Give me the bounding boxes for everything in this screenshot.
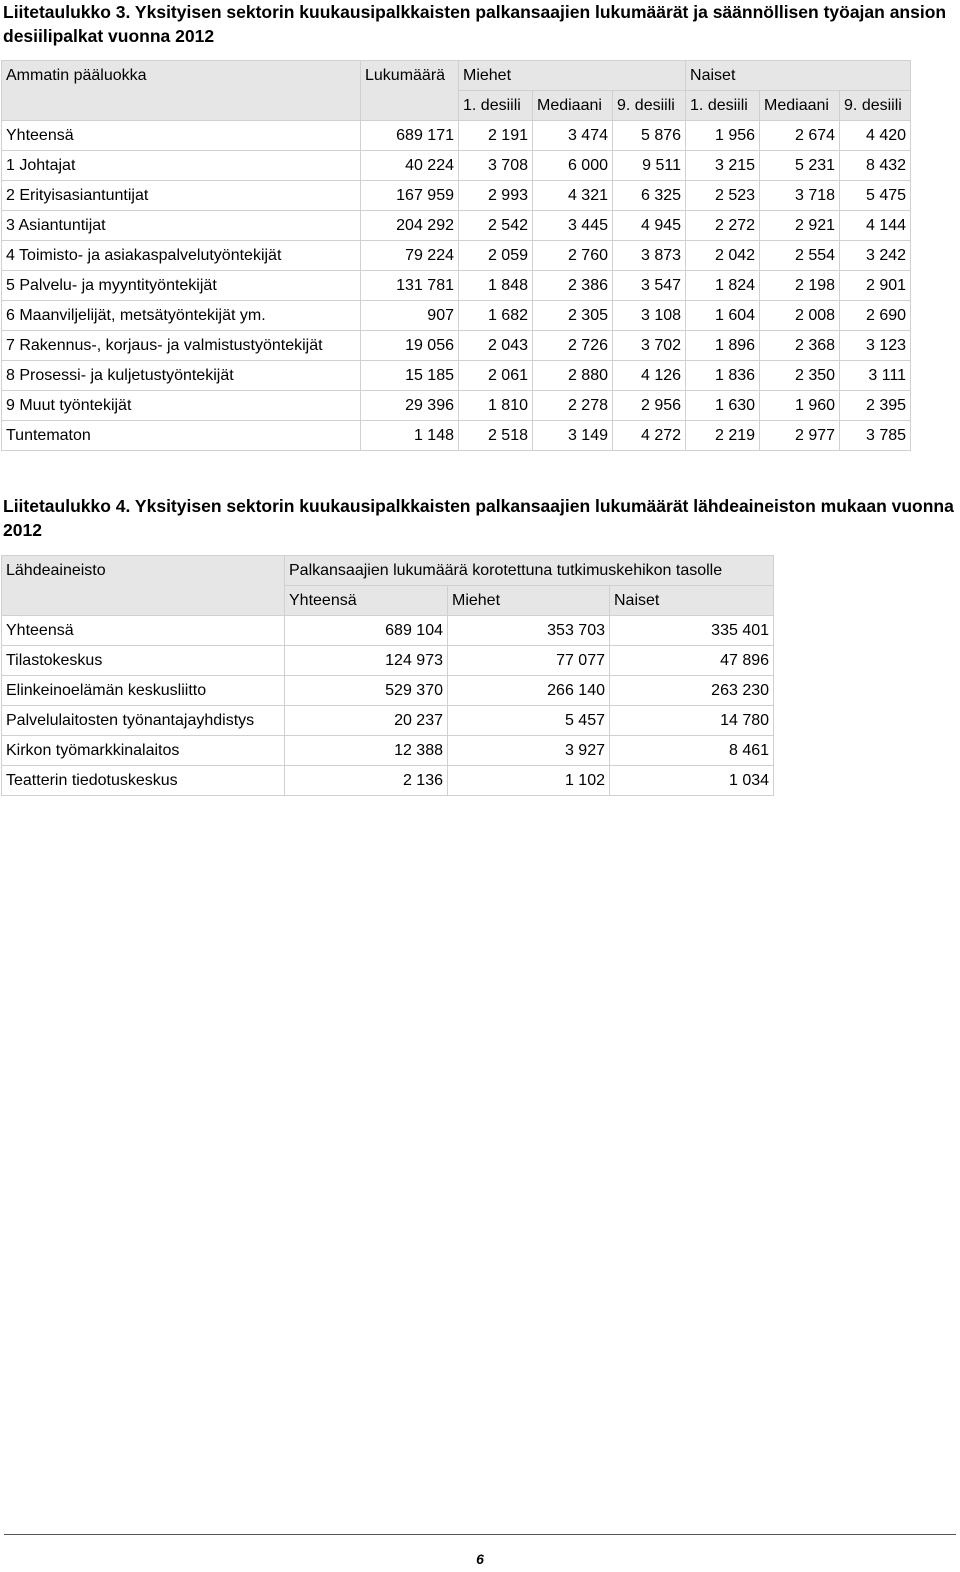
table-cell: 2 136 <box>285 766 448 796</box>
table-cell: 2 219 <box>686 421 760 451</box>
table-cell: 2 043 <box>459 331 533 361</box>
table-row <box>2 616 774 646</box>
table-cell: 167 959 <box>361 181 459 211</box>
table-cell: 2 880 <box>533 361 613 391</box>
column-header-men-d1: 1. desiili <box>459 91 533 121</box>
footer-divider <box>4 1534 956 1535</box>
column-header-category: Ammatin pääluokka <box>2 61 361 121</box>
table-cell: 2 386 <box>533 271 613 301</box>
row-label: 9 Muut työntekijät <box>2 391 361 421</box>
row-label: 3 Asiantuntijat <box>2 211 361 241</box>
table-cell: 2 350 <box>760 361 840 391</box>
table-cell: 689 104 <box>285 616 448 646</box>
table-row <box>2 241 911 271</box>
table-cell: 5 457 <box>448 706 610 736</box>
table-cell: 3 149 <box>533 421 613 451</box>
column-header-women-median: Mediaani <box>760 91 840 121</box>
table-cell: 124 973 <box>285 646 448 676</box>
table-cell: 1 604 <box>686 301 760 331</box>
table-row <box>2 391 911 421</box>
column-header-total: Yhteensä <box>285 586 448 616</box>
table-cell: 3 215 <box>686 151 760 181</box>
table-cell: 1 102 <box>448 766 610 796</box>
table-cell: 47 896 <box>610 646 774 676</box>
table-cell: 1 034 <box>610 766 774 796</box>
column-header-women-d9: 9. desiili <box>840 91 911 121</box>
table-cell: 3 785 <box>840 421 911 451</box>
row-label: Kirkon työmarkkinalaitos <box>2 736 285 766</box>
table-cell: 3 108 <box>613 301 686 331</box>
table-cell: 2 008 <box>760 301 840 331</box>
table-cell: 6 325 <box>613 181 686 211</box>
table-row <box>2 211 911 241</box>
table-cell: 2 977 <box>760 421 840 451</box>
column-header-women-d1: 1. desiili <box>686 91 760 121</box>
table-cell: 8 432 <box>840 151 911 181</box>
table-cell: 2 901 <box>840 271 911 301</box>
row-label: 4 Toimisto- ja asiakaspalvelutyöntekijät <box>2 241 361 271</box>
table-cell: 266 140 <box>448 676 610 706</box>
table-cell: 2 542 <box>459 211 533 241</box>
table-cell: 263 230 <box>610 676 774 706</box>
table-cell: 2 921 <box>760 211 840 241</box>
row-label: 1 Johtajat <box>2 151 361 181</box>
table-row <box>2 151 911 181</box>
table-cell: 5 876 <box>613 121 686 151</box>
column-header-count: Lukumäärä <box>361 61 459 121</box>
table-cell: 2 674 <box>760 121 840 151</box>
table-cell: 1 956 <box>686 121 760 151</box>
table4-header-row <box>2 556 774 586</box>
table-cell: 4 321 <box>533 181 613 211</box>
table3-body <box>2 121 911 451</box>
page-number: 6 <box>476 1551 484 1567</box>
table-row <box>2 181 911 211</box>
table-cell: 1 836 <box>686 361 760 391</box>
table-row <box>2 736 774 766</box>
table-cell: 1 960 <box>760 391 840 421</box>
table-row <box>2 331 911 361</box>
table-cell: 14 780 <box>610 706 774 736</box>
row-label: Teatterin tiedotuskeskus <box>2 766 285 796</box>
table-cell: 8 461 <box>610 736 774 766</box>
table-cell: 3 123 <box>840 331 911 361</box>
column-header-men-median: Mediaani <box>533 91 613 121</box>
table-row <box>2 646 774 676</box>
table-cell: 3 702 <box>613 331 686 361</box>
table-row <box>2 766 774 796</box>
row-label: 6 Maanviljelijät, metsätyöntekijät ym. <box>2 301 361 331</box>
table3-header-row <box>2 61 911 91</box>
table-cell: 1 810 <box>459 391 533 421</box>
table-cell: 2 554 <box>760 241 840 271</box>
row-label: Yhteensä <box>2 121 361 151</box>
table-cell: 2 191 <box>459 121 533 151</box>
table-cell: 3 873 <box>613 241 686 271</box>
table-cell: 1 148 <box>361 421 459 451</box>
table-cell: 2 726 <box>533 331 613 361</box>
table-row <box>2 706 774 736</box>
table-cell: 353 703 <box>448 616 610 646</box>
table-cell: 1 630 <box>686 391 760 421</box>
table-cell: 3 242 <box>840 241 911 271</box>
table-cell: 3 445 <box>533 211 613 241</box>
table-cell: 9 511 <box>613 151 686 181</box>
table-cell: 6 000 <box>533 151 613 181</box>
table-cell: 2 760 <box>533 241 613 271</box>
table-cell: 1 848 <box>459 271 533 301</box>
column-group-employee-count: Palkansaajien lukumäärä korotettuna tutkimuskehikon tasolle <box>285 556 774 586</box>
table-cell: 529 370 <box>285 676 448 706</box>
table-cell: 29 396 <box>361 391 459 421</box>
table-row <box>2 301 911 331</box>
table-cell: 907 <box>361 301 459 331</box>
column-header-men: Miehet <box>448 586 610 616</box>
table-cell: 4 272 <box>613 421 686 451</box>
table-cell: 5 475 <box>840 181 911 211</box>
column-header-source: Lähdeaineisto <box>2 556 285 616</box>
table-cell: 79 224 <box>361 241 459 271</box>
table-cell: 4 945 <box>613 211 686 241</box>
table-cell: 40 224 <box>361 151 459 181</box>
table-cell: 1 682 <box>459 301 533 331</box>
table-cell: 2 993 <box>459 181 533 211</box>
table3-title: Liitetaulukko 3. Yksityisen sektorin kuukausipalkkaisten palkansaajien lukumäärät ja säännöllisen työajan ansion desiilipalkat vuonna 2012 <box>3 2 947 46</box>
table-cell: 4 144 <box>840 211 911 241</box>
table-row <box>2 361 911 391</box>
table-cell: 3 111 <box>840 361 911 391</box>
table-cell: 3 474 <box>533 121 613 151</box>
table-cell: 3 708 <box>459 151 533 181</box>
table-cell: 3 547 <box>613 271 686 301</box>
table4-title: Liitetaulukko 4. Yksityisen sektorin kuukausipalkkaisten palkansaajien lukumäärät lähdeaineiston mukaan vuonna 2012 <box>3 496 954 540</box>
table-cell: 2 518 <box>459 421 533 451</box>
table4-body <box>2 616 774 796</box>
row-label: Yhteensä <box>2 616 285 646</box>
column-header-women: Naiset <box>610 586 774 616</box>
table-cell: 335 401 <box>610 616 774 646</box>
column-header-men-d9: 9. desiili <box>613 91 686 121</box>
table-cell: 4 126 <box>613 361 686 391</box>
table-cell: 5 231 <box>760 151 840 181</box>
table-cell: 2 061 <box>459 361 533 391</box>
column-group-men: Miehet <box>459 61 686 91</box>
table-row <box>2 421 911 451</box>
column-group-women: Naiset <box>686 61 911 91</box>
row-label: 8 Prosessi- ja kuljetustyöntekijät <box>2 361 361 391</box>
table-cell: 2 278 <box>533 391 613 421</box>
table3-occupations <box>1 60 911 451</box>
table-cell: 689 171 <box>361 121 459 151</box>
table-cell: 2 059 <box>459 241 533 271</box>
table-cell: 2 368 <box>760 331 840 361</box>
table-row <box>2 121 911 151</box>
table-row <box>2 271 911 301</box>
table-cell: 3 718 <box>760 181 840 211</box>
table-cell: 4 420 <box>840 121 911 151</box>
table-cell: 12 388 <box>285 736 448 766</box>
table-cell: 77 077 <box>448 646 610 676</box>
table-cell: 2 690 <box>840 301 911 331</box>
table-cell: 204 292 <box>361 211 459 241</box>
row-label: 2 Erityisasiantuntijat <box>2 181 361 211</box>
row-label: 5 Palvelu- ja myyntityöntekijät <box>2 271 361 301</box>
table-cell: 19 056 <box>361 331 459 361</box>
row-label: Palvelulaitosten työnantajayhdistys <box>2 706 285 736</box>
table-cell: 2 305 <box>533 301 613 331</box>
table-cell: 1 896 <box>686 331 760 361</box>
table-cell: 20 237 <box>285 706 448 736</box>
row-label: Elinkeinoelämän keskusliitto <box>2 676 285 706</box>
table-cell: 15 185 <box>361 361 459 391</box>
table4-sources <box>1 555 774 796</box>
row-label: 7 Rakennus-, korjaus- ja valmistustyöntekijät <box>2 331 361 361</box>
table-cell: 2 198 <box>760 271 840 301</box>
table-cell: 2 272 <box>686 211 760 241</box>
table-cell: 2 523 <box>686 181 760 211</box>
table-cell: 2 956 <box>613 391 686 421</box>
table-cell: 2 042 <box>686 241 760 271</box>
table-row <box>2 676 774 706</box>
row-label: Tuntematon <box>2 421 361 451</box>
table-cell: 131 781 <box>361 271 459 301</box>
row-label: Tilastokeskus <box>2 646 285 676</box>
table-cell: 1 824 <box>686 271 760 301</box>
table-cell: 2 395 <box>840 391 911 421</box>
table-cell: 3 927 <box>448 736 610 766</box>
